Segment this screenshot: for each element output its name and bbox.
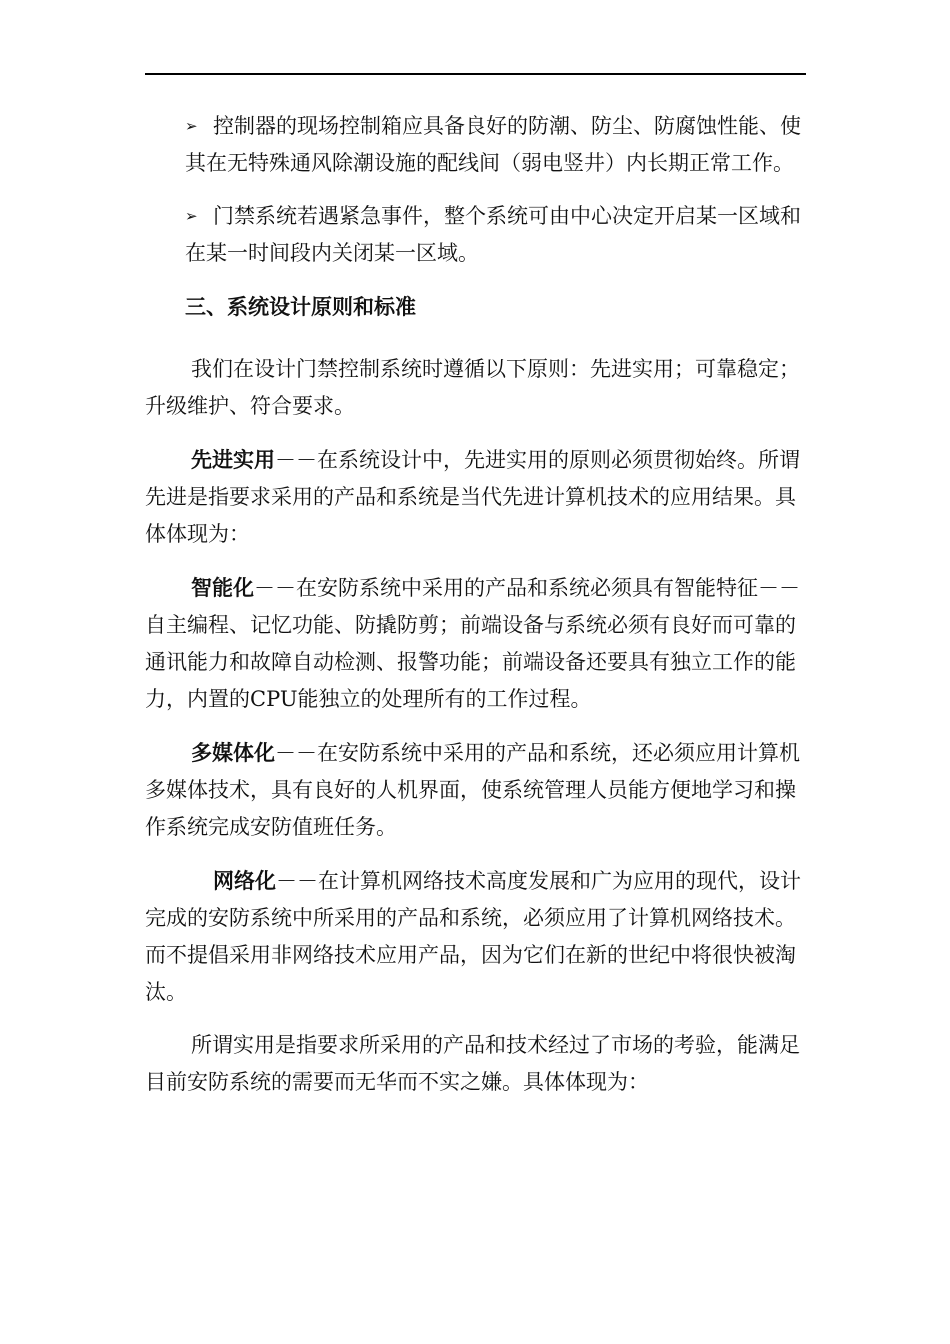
paragraph-text: －－在系统设计中，先进实用的原则必须贯彻始终。所谓先进是指要求采用的产品和系统是当代先进计算机技术的应用结果。具体体现为： (145, 448, 800, 546)
bullet-text: 控制器的现场控制箱应具备良好的防潮、防尘、防腐蚀性能、使其在无特殊通风除潮设施的配线间（弱电竖井）内长期正常工作。 (185, 114, 801, 175)
arrow-bullet-icon: ➢ (185, 207, 198, 225)
term-intelligent: 智能化 (191, 575, 254, 600)
paragraph-intelligent (145, 569, 807, 718)
bullet-text: 门禁系统若遇紧急事件，整个系统可由中心决定开启某一区域和在某一时间段内关闭某一区域。 (185, 204, 801, 265)
bullet-item (145, 108, 807, 182)
paragraph-networked (145, 862, 807, 1011)
paragraph-practical: 所谓实用是指要求所采用的产品和技术经过了市场的考验，能满足目前安防系统的需要而无华而不实之嫌。具体体现为： (145, 1033, 800, 1094)
term-networked: 网络化 (213, 868, 276, 893)
paragraph-text: －－在安防系统中采用的产品和系统，还必须应用计算机多媒体技术，具有良好的人机界面，使系统管理人员能方便地学习和操作系统完成安防值班任务。 (145, 741, 800, 839)
term-advanced-practical: 先进实用 (191, 447, 275, 472)
intro-paragraph: 我们在设计门禁控制系统时遵循以下原则：先进实用；可靠稳定；升级维护、符合要求。 (145, 357, 800, 418)
paragraph-text: －－在计算机网络技术高度发展和广为应用的现代，设计完成的安防系统中所采用的产品和系统，必须应用了计算机网络技术。而不提倡采用非网络技术应用产品，因为它们在新的世纪中将很快被淘汰。 (145, 869, 801, 1004)
header-rule (145, 73, 806, 75)
bullet-item (145, 198, 807, 272)
arrow-bullet-icon: ➢ (185, 117, 198, 135)
paragraph-advanced-practical (145, 441, 807, 553)
paragraph-multimedia (145, 734, 807, 846)
paragraph-text: －－在安防系统中采用的产品和系统必须具有智能特征－－自主编程、记忆功能、防撬防剪；前端设备与系统必须有良好而可靠的通讯能力和故障自动检测、报警功能；前端设备还要具有独立工作的能力，内置的CPU能独立的处理所有的工作过程。 (145, 576, 800, 711)
section-heading: 三、系统设计原则和标准 (185, 294, 416, 319)
document-body (145, 108, 807, 1117)
term-multimedia: 多媒体化 (191, 740, 275, 765)
